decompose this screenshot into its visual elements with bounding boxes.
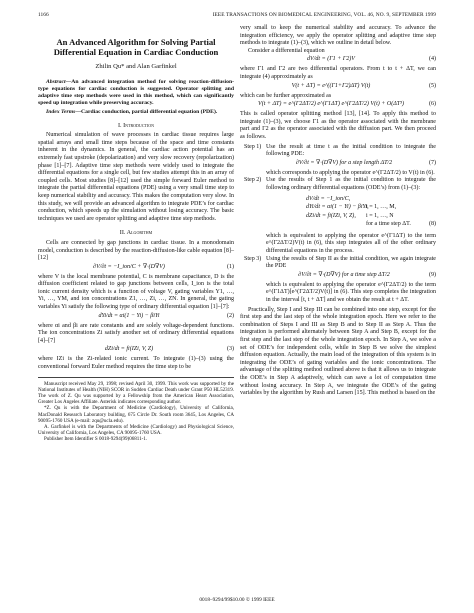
right-paragraph-2: Consider a differential equation: [248, 47, 325, 54]
equation-5-number: (5): [428, 82, 436, 89]
equation-3-number: (3): [226, 346, 234, 353]
footnote-publisher-id: Publisher Item Identifier S 0018-9294(99)06811-1.: [44, 436, 148, 443]
equation-1: [38, 263, 234, 274]
step-2-label: Step 2): [244, 177, 262, 184]
equation-1-number: (1): [226, 263, 234, 270]
equation-2-number: (2): [226, 312, 234, 319]
equation-8b-body: dYi/dt = αi(1 − Yi) − βiYi,: [306, 204, 369, 211]
equation-8c-range: i = 1, …, N: [366, 212, 394, 219]
algorithm-paragraph-3: where αi and βi are rate constants and are solely voltage-dependent functions. The ion concentrations Zi satisfy another set of ordinary differential equations [4]–[7]: [38, 322, 234, 344]
abstract: [38, 79, 234, 107]
equation-6-body: V(t + ΔT) = e^(Γ2ΔT/2) e^(Γ1ΔT) e^(Γ2ΔT/2) V(t) + O(ΔT³): [258, 101, 404, 108]
equation-4-number: (4): [428, 56, 436, 63]
right-paragraph-3: where Γ1 and Γ2 are two differential operators. From t to t + ΔT, we can integrate (4) approximately as: [240, 66, 436, 80]
equation-4: [240, 55, 436, 66]
equation-8-condition: for a time step ΔT.: [366, 221, 411, 228]
right-paragraph-4: which can be further approximated as: [240, 92, 332, 99]
equation-8-line-gating: [266, 204, 436, 213]
step-2-explanation: which is equivalent to applying the operator e^(Γ1ΔT) to the term e^(Γ2ΔT/2)V(t) in (6), this step integrates all of the other ordinary differential equations in the process.: [266, 232, 436, 255]
equation-8-line-voltage: [266, 196, 436, 205]
footnote-author-garfinkel: A. Garfinkel is with the Departments of Medicine (Cardiology) and Physiological Science, University of California, Los Angeles, CA 90095-1760 USA.: [38, 424, 234, 437]
left-column: [38, 25, 234, 443]
page-number: 1166: [38, 12, 49, 18]
equation-9: [266, 271, 436, 282]
equation-8a-body: dV/dt = −I_ion/C,: [306, 195, 351, 202]
right-column: [240, 25, 436, 398]
equation-1-body: ∂V/∂t = −I_ion/C + ∇·(D∇V): [93, 263, 165, 270]
equation-5-body: V(t + ΔT) = e^((Γ1+Γ2)ΔT) V(t): [291, 82, 371, 89]
equation-7-body: ∂V/∂t = ∇·(D∇V) for a step length ΔT/2: [295, 159, 393, 166]
equation-3-body: dZi/dt = fi(IZi, V, Z): [104, 346, 154, 353]
footnote-manuscript: Manuscript received May 29, 1998; revised April 30, 1999. This work was supported by the National Institutes of Health (NIH) SCOR in Sudden Cardiac Death under Grant P50 HL52319. The work of Z. Qu was supported by a Fellowship from the American Heart Association, Greater Los Angeles Affiliate. Asterisk indicates corresponding author.: [38, 380, 234, 406]
step-1: [240, 144, 436, 178]
equation-5: [240, 82, 436, 93]
equation-9-number: (9): [428, 271, 436, 278]
section-heading-algorithm: II. Algorithm: [119, 229, 153, 237]
equation-8-line-condition: [266, 221, 436, 230]
paper-title: An Advanced Algorithm for Solving Partial Differential Equation in Cardiac Conduction: [53, 37, 219, 57]
step-3-label: Step 3): [244, 255, 262, 262]
equation-6-number: (6): [428, 101, 436, 108]
footnote-author-qu: *Z. Qu is with the Department of Medicine (Cardiology), University of California, MacDonald Research Laboratory building, 675 Circle Dr. South room 3645, Los Angeles, CA 90095-1760 USA (e-mail: zqu@ucla.edu).: [38, 405, 234, 424]
equation-7: [266, 159, 436, 170]
equation-7-number: (7): [428, 159, 436, 166]
equation-3: [38, 345, 234, 356]
index-terms-label: Index Terms—: [46, 108, 82, 115]
step-1-label: Step 1): [244, 143, 262, 150]
right-paragraph-1: very small to keep the numerical stability and accuracy. To advance the integration efficiency, we apply the operator splitting and adaptive time step methods to integrate (1)–(3), which we outline in detail below.: [240, 25, 436, 47]
index-terms: [38, 109, 234, 116]
equation-2-body: dYi/dt = αi(1 − Yi) − βiYi: [98, 312, 160, 319]
equation-6: [240, 100, 436, 111]
algorithm-paragraph-4: where IZi is the Zi-related ionic current. To integrate (1)–(3) using the conventional forward Euler method requires the time step to be: [38, 356, 234, 371]
copyright-footer: 0018–9294/99$10.00 © 1999 IEEE: [199, 597, 275, 603]
abstract-label: Abstract—: [46, 78, 72, 85]
step-3: [240, 256, 436, 305]
algorithm-paragraph-1: Cells are connected by gap junctions in cardiac tissue. In a monodomain model, conduction is described by the reaction-diffusion-like cable equation [8]–[12]: [38, 239, 234, 262]
step-2-text: Use the results of Step 1 as the initial condition to integrate the following ordinary differential equations (ODE’s) from (1)–(3):: [266, 177, 436, 191]
right-paragraph-5: This is called operator splitting method [13], [14]. To apply this method to integrate (1)–(3), we choose Γ1 as the operator associated with the membrane part and Γ2 as the operator associated with the diffusion part. We then proceed as follows.: [240, 111, 436, 140]
journal-title: IEEE TRANSACTIONS ON BIOMEDICAL ENGINEERING, VOL. 46, NO. 9, SEPTEMBER 1999: [212, 12, 436, 18]
step-3-explanation: which is equivalent to applying the operator e^(Γ2ΔT/2) to the term e^(Γ1ΔT)[e^(Γ2ΔT/2)V(t)] in (6). This step completes the integration in the interval [t, t + ΔT] and we obtain the result at t + ΔT.: [266, 281, 436, 304]
algorithm-steps: [240, 144, 436, 305]
intro-paragraph: Numerical simulation of wave processes in cardiac tissue requires large spatial arrays and small time steps because of the space and time constants inherent in the dynamics. In general, the cardiac action potential has an extremely fast upstroke (depolarization) and very slow recovery (repolarization) phase [1]–[7]. Adaptive time step methods were widely used to integrate the differential equations for a single cell, but few studies attempt this in an array of coupled cells. Most studies [8]–[12] used the simple forward Euler method to integrate the partial differential equations (PDE) using a very small time step to keep numerical stability and accuracy. This makes the computation very slow. In this study, we will provide an advanced algorithm to integrate PDE’s for cardiac conduction, which speeds up the simulation without losing accuracy. The basic techniques we used are operator splitting and adaptive time step methods.: [38, 132, 234, 222]
running-head: [38, 12, 436, 20]
equation-8-number: (8): [428, 221, 436, 228]
footnotes: [38, 377, 234, 443]
abstract-text: An advanced integration method for solving reaction-diffusion-type equations for cardiac conduction is suggested. Operator splitting and adaptive time step methods were used in this method, which can significantly speed up integration while preserving accuracy.: [38, 78, 234, 106]
step-2: [240, 177, 436, 255]
equation-2: [38, 312, 234, 323]
step-1-text: Use the result at time t as the initial condition to integrate the following PDE:: [266, 143, 436, 158]
step-1-explanation: which corresponds to applying the operator e^(Γ2ΔT/2) to V(t) in (6).: [266, 169, 435, 176]
index-terms-text: Cardiac conduction, partial differential equation (PDE).: [81, 108, 218, 115]
equation-8-line-concentration: [266, 213, 436, 222]
paper-authors: Zhilin Qu* and Alan Garfinkel: [95, 63, 177, 70]
equation-8b-range: i = 1, …, M,: [366, 204, 397, 211]
equation-4-body: dV/dt = (Γ1 + Γ2)V: [307, 56, 355, 63]
equation-8c-body: dZi/dt = fi(IZi, V, Z),: [306, 212, 356, 219]
step-3-text: Using the results of Step II as the initial condition, we again integrate the PDE: [266, 255, 436, 270]
equation-8: [266, 196, 436, 230]
algorithm-paragraph-2: where V is the local membrane potential, C is membrane capacitance, D is the diffusion coefficient related to gap junctions between cells, I_ion is the total ionic current density which is a function of voltage V, gating variables Y1, …, Yi, …, YM, and ion concentrations Z1, …, Zi, …, ZN. In general, the gating variables Yi satisfy the following type of ordinary differential equation [1]–[7]:: [38, 273, 234, 311]
right-paragraph-6: Practically, Step I and Step III can be combined into one step, except for the first step and the last step of the whole integration epoch. Here we refer to the combination of Steps I and III as Step B and to Step II as Step A. Thus the integration is performed alternately between Step A and Step B, except for the first step and the last step of the whole integration epoch. In Step A, we solve a set of ODE’s for independent cells, while in Step B we solve the simplest diffusion equation. Actually, the main load of the integration of this system is in integrating the ODE’s of gating variables and the ionic concentrations. The advantage of the splitting method outlined above is that it allows us to integrate the ODE’s in Step A adaptively, which can save a lot of computation time without losing accuracy. In Step A, we integrate the ODE’s of the gating variables by the algorithm by Rush and Larsen [15]. This method is based on the: [240, 306, 436, 397]
section-heading-introduction: I. Introduction: [117, 121, 155, 129]
equation-9-body: ∂V/∂t = ∇·(D∇V) for a time step ΔT/2: [298, 271, 390, 278]
